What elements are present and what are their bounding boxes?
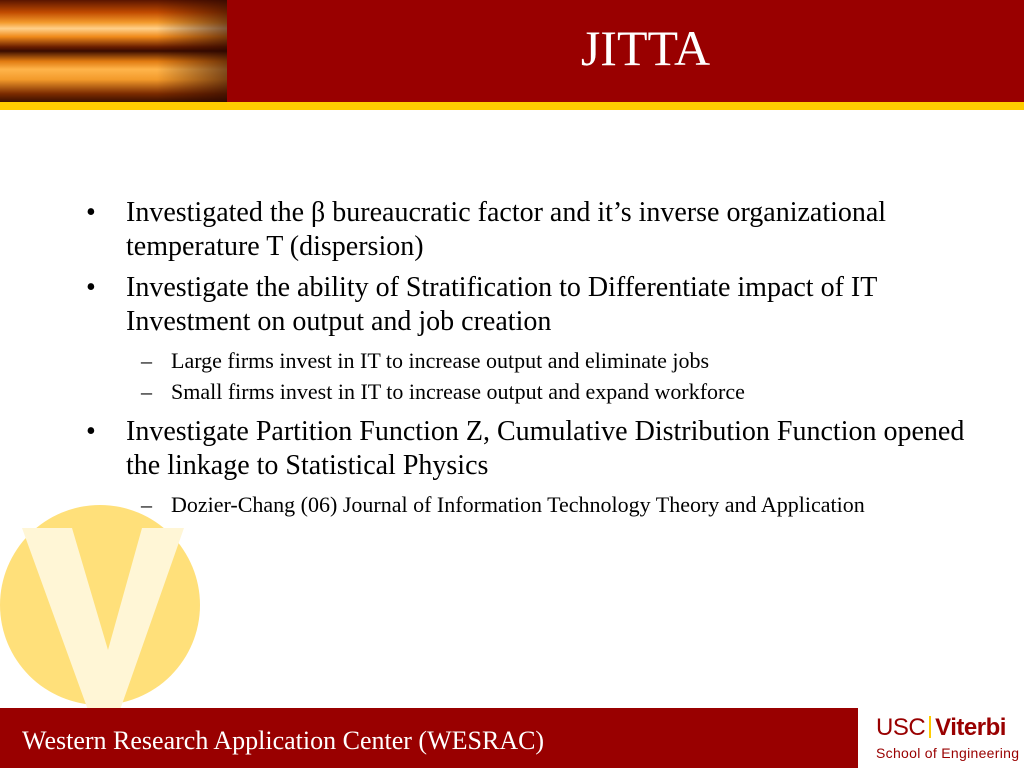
- sub-bullet-text: Large firms invest in IT to increase output and eliminate jobs: [171, 348, 710, 373]
- bullet-item: [86, 271, 966, 339]
- viterbi-v-watermark: [0, 500, 210, 710]
- bullet-marker: •: [86, 416, 96, 447]
- sub-bullet-item: [86, 490, 966, 519]
- logo-usc: USC: [876, 714, 926, 741]
- sub-bullet-marker: –: [141, 348, 152, 373]
- bullet-marker: •: [86, 272, 96, 303]
- sub-bullet-item: [86, 346, 966, 375]
- header-decorative-image: [0, 0, 227, 102]
- sub-bullet-item: [86, 377, 966, 406]
- header-gold-divider: [0, 102, 1024, 110]
- sub-bullet-marker: –: [141, 379, 152, 404]
- logo-viterbi: Viterbi: [935, 714, 1006, 741]
- bullet-text: Investigate the ability of Stratification to Differentiate impact of IT Investment on output and job creation: [126, 272, 877, 337]
- footer-text: Western Research Application Center (WESRAC): [22, 726, 545, 755]
- slide-content: [86, 196, 966, 521]
- bullet-marker: •: [86, 197, 96, 228]
- sub-bullet-text: Dozier-Chang (06) Journal of Information Technology Theory and Application: [171, 492, 865, 517]
- logo-separator: [929, 716, 931, 738]
- logo-school: School of Engineering: [876, 745, 1020, 761]
- logo-wordmark: [876, 714, 1006, 742]
- bullet-text: Investigated the β bureaucratic factor and it’s inverse organizational temperature T (dispersion): [126, 197, 887, 262]
- bullet-text: Investigate Partition Function Z, Cumulative Distribution Function opened the linkage to Statistical Physics: [126, 416, 965, 481]
- usc-viterbi-logo: [858, 708, 1024, 768]
- bullet-item: [86, 196, 966, 264]
- slide-title: JITTA: [580, 20, 711, 76]
- bullet-item: [86, 415, 966, 483]
- sub-bullet-marker: –: [141, 492, 152, 517]
- sub-bullet-text: Small firms invest in IT to increase output and expand workforce: [171, 379, 745, 404]
